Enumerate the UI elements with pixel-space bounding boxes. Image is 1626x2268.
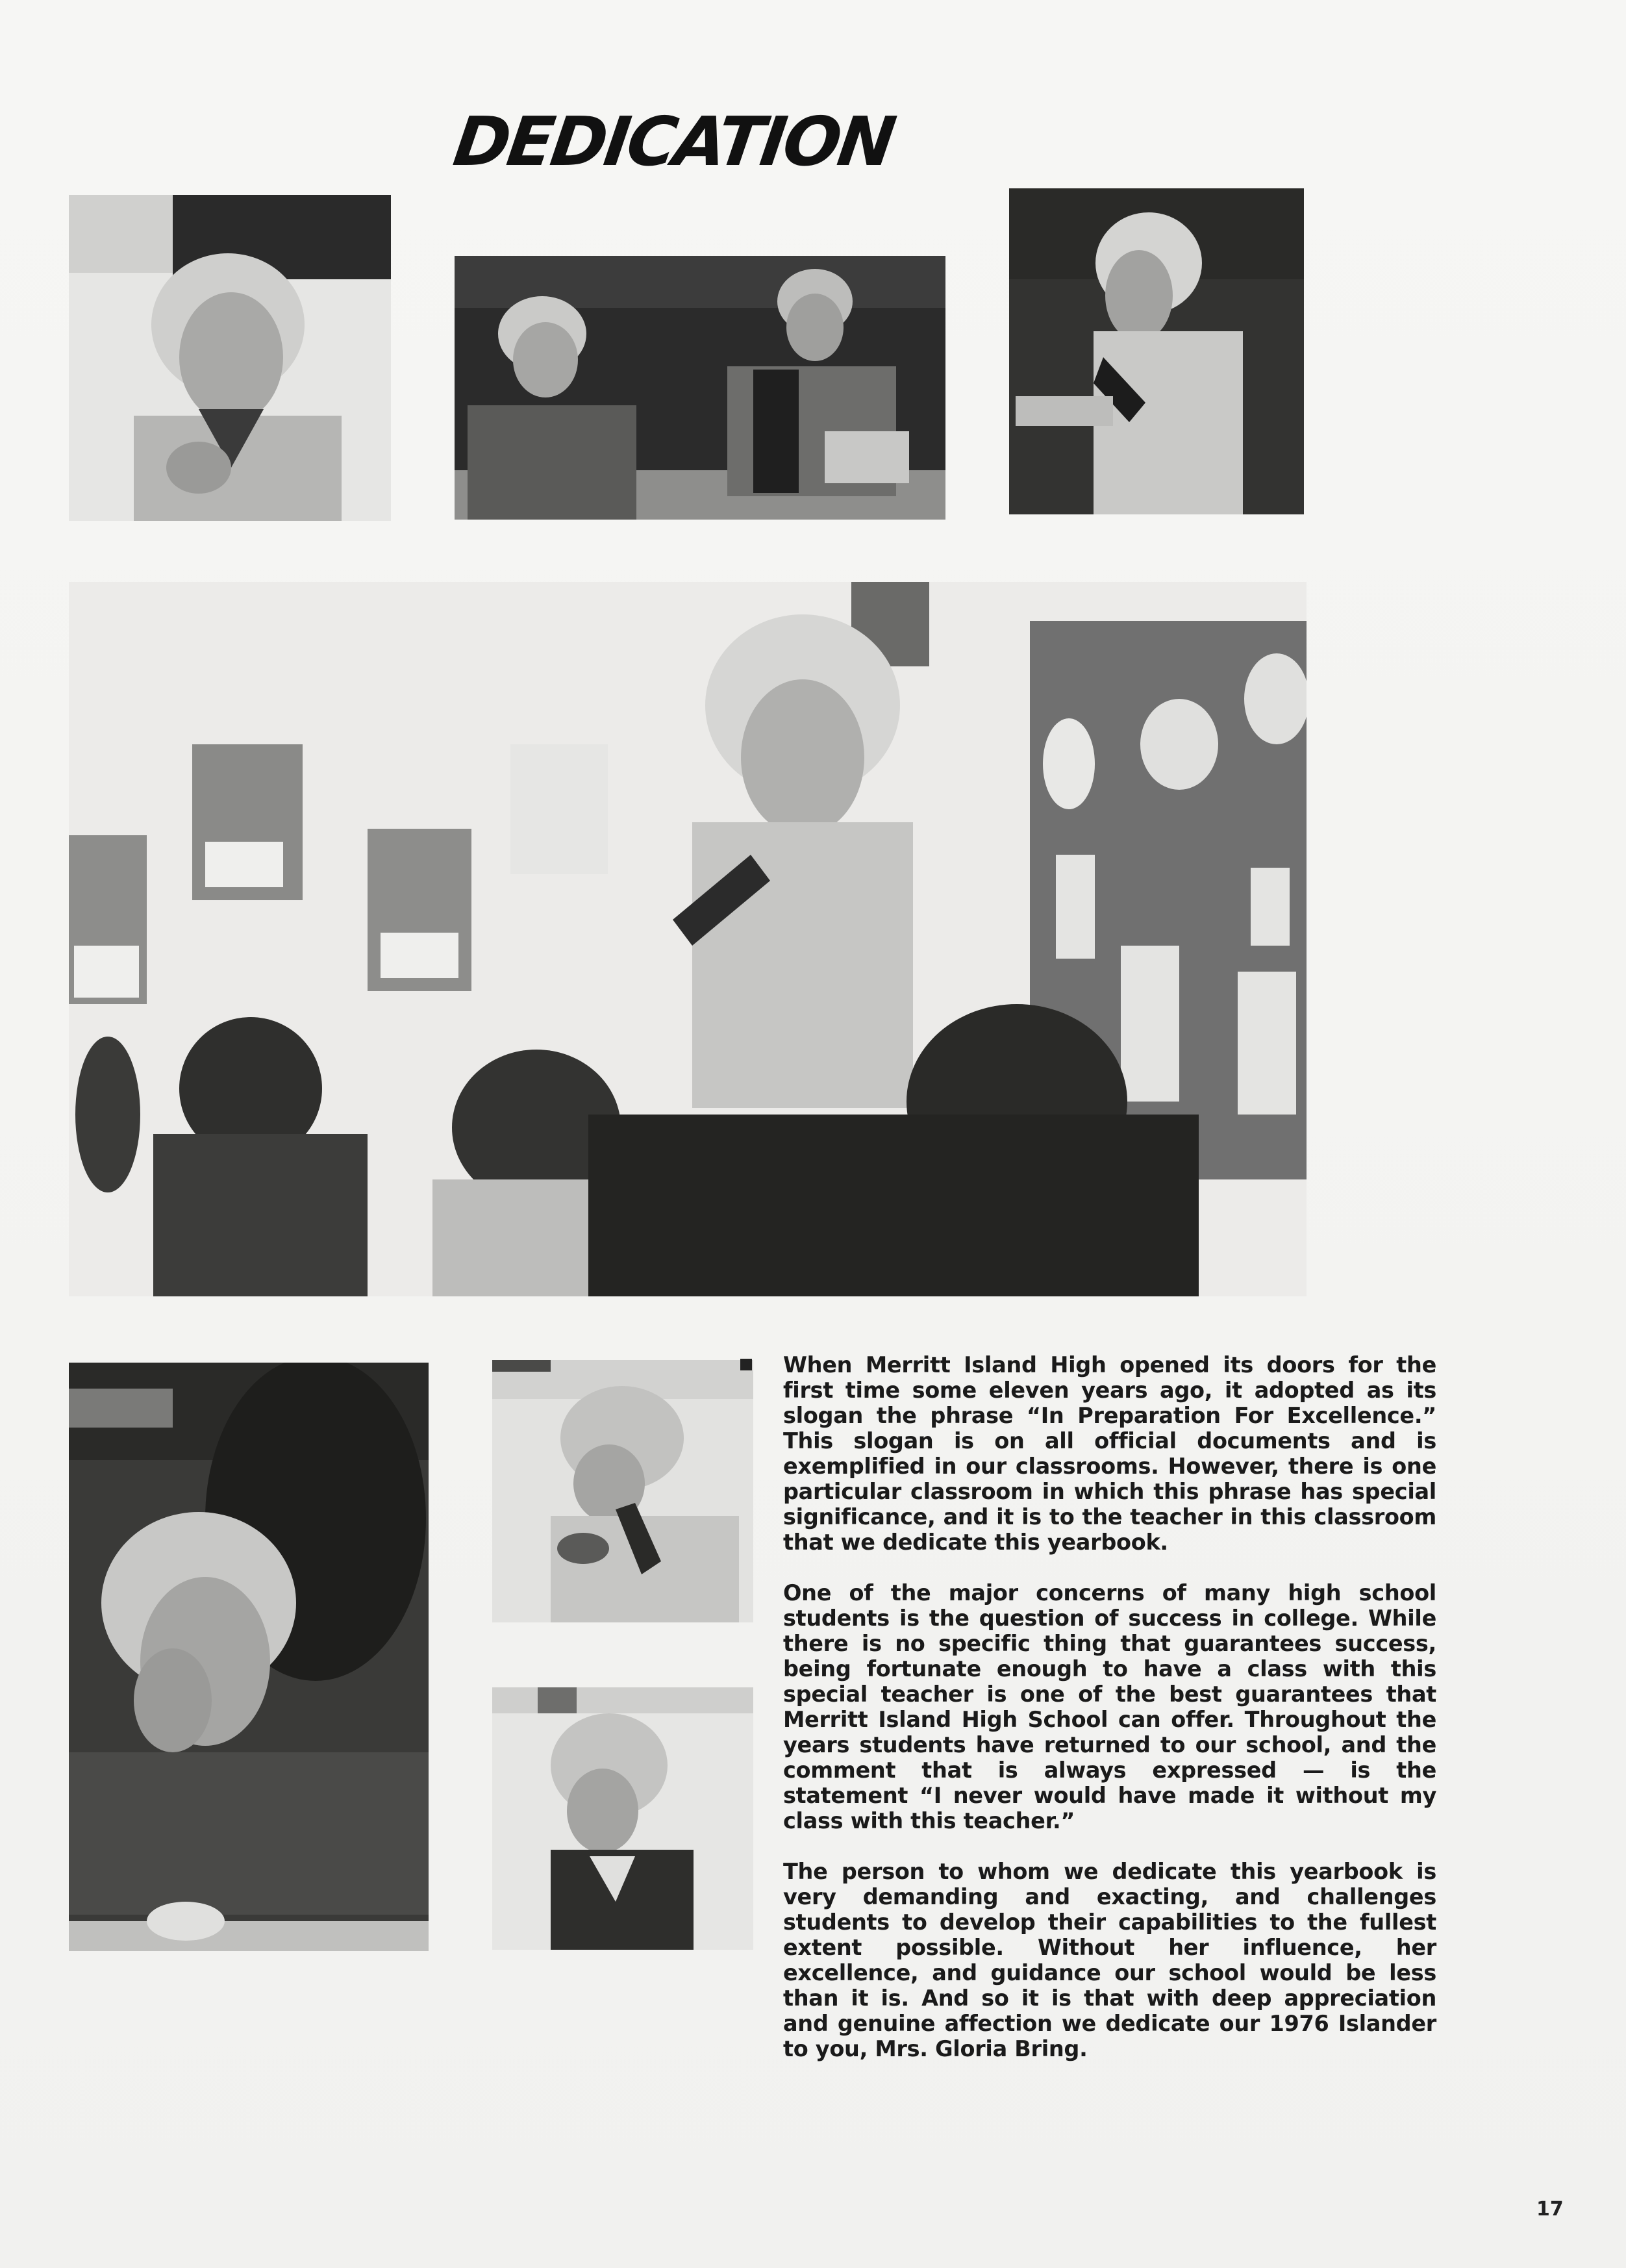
photo-teacher-looking-down bbox=[492, 1360, 753, 1622]
photo-teacher-resting-chin-on-hand bbox=[69, 1363, 429, 1951]
photo-teacher-portrait-hand-at-chin bbox=[69, 195, 391, 521]
photo-teacher-speaking-to-class bbox=[69, 582, 1307, 1296]
paragraph-marker bbox=[740, 1359, 752, 1370]
dedication-text bbox=[783, 1352, 1436, 2087]
photo-two-teachers-laughing bbox=[455, 256, 945, 520]
dedication-paragraph: When Merritt Island High opened its doors for the first time some eleven years ago, it adopted as its slogan the phrase “In Preparation For Excellence.” This slogan is on all official documents and is exemplified in our classrooms. However, there is one particular classroom in which this phrase has special significance, and it is to the teacher in this classroom that we dedicate this yearbook. bbox=[783, 1352, 1436, 1555]
dedication-paragraph: The person to whom we dedicate this yearbook is very demanding and exacting, and challenges students to develop their capabilities to the fullest extent possible. Without her influence, her excellence, and guidance our school would be less than it is. And so it is that with deep appreciation and genuine affection we dedicate our 1976 Islander to you, Mrs. Gloria Bring. bbox=[783, 1859, 1436, 2061]
page-title: DEDICATION bbox=[449, 102, 898, 181]
photo-teacher-at-chalkboard bbox=[1009, 188, 1304, 514]
page-number: 17 bbox=[1536, 2198, 1564, 2221]
dedication-paragraph: One of the major concerns of many high school students is the question of success in college. While there is no specific thing that guarantees success, being fortunate enough to have a class with this special teacher is one of the best guarantees that Merritt Island High School can offer. Throughout the years students have returned to our school, and the comment that is always expressed — is the statement “I never would have made it without my class with this teacher.” bbox=[783, 1580, 1436, 1833]
photo-teacher-profile bbox=[492, 1687, 753, 1950]
